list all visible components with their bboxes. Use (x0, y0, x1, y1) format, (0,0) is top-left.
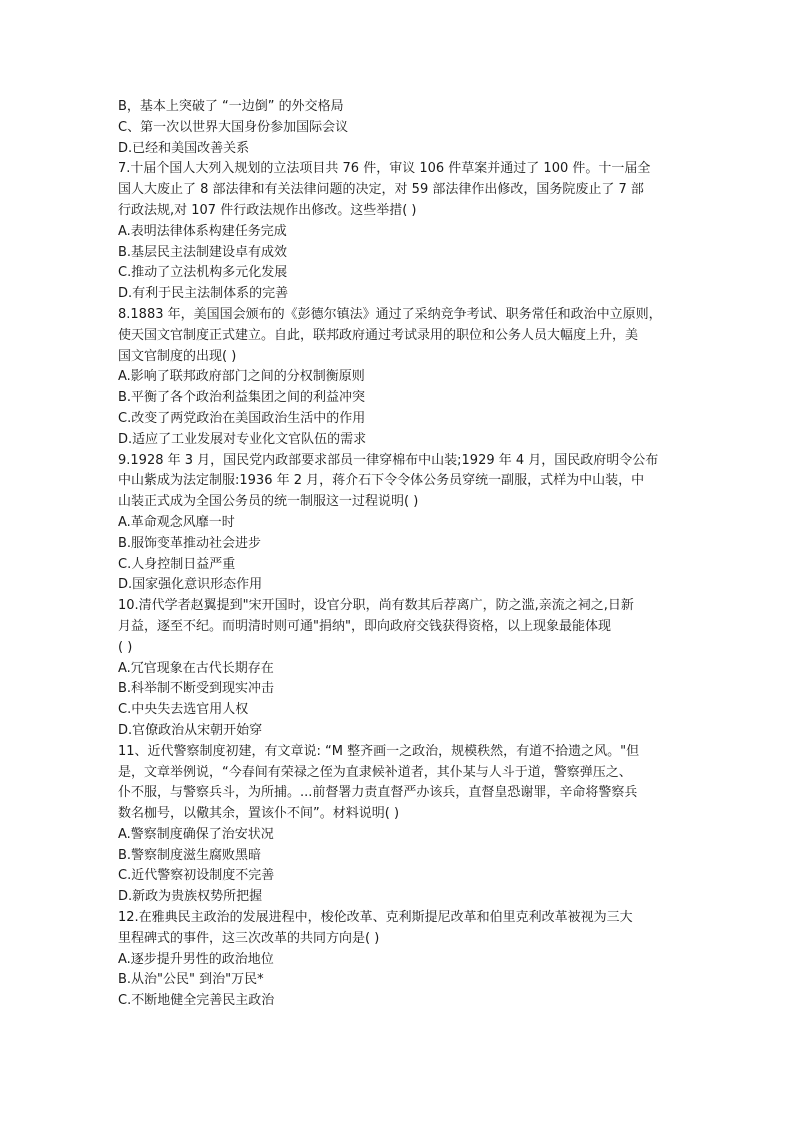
previous-question-options (118, 97, 678, 159)
question-stem: 12.在雅典民主政治的发展进程中，梭伦改革、克利斯提尼改革和伯里克利改革被视为三大 (118, 910, 633, 926)
option-d: D.国家强化意识形态作用 (118, 577, 263, 593)
question-stem: 10.清代学者赵翼提到"宋开国时，设官分职，尚有数其后荐离广，防之滥,亲流之祠之,日新 (118, 598, 634, 614)
option-a: A.警察制度确保了治安状况 (118, 826, 274, 842)
question-12 (118, 908, 678, 1012)
question-8 (118, 305, 678, 451)
question-9 (118, 451, 678, 597)
question-stem: 7.十届个国人大列入规划的立法项目共 76 件，审议 106 件草案并通过了 100 件。十一届全 (118, 161, 651, 177)
option-c: C.推动了立法机构多元化发展 (118, 265, 288, 281)
question-stem: 里程碑式的事件，这三次改革的共同方向是( ) (118, 930, 380, 946)
option-c: C.不断地健全完善民主政治 (118, 993, 275, 1009)
option-a: A.影响了联邦政府部门之间的分权制衡原则 (118, 369, 365, 385)
option-c: C.改变了两党政治在美国政治生活中的作用 (118, 410, 366, 426)
question-stem: 国文官制度的出现( ) (118, 348, 237, 364)
question-7 (118, 159, 678, 305)
question-stem: 中山紫成为法定制服:1936 年 2 月，蒋介石下令令体公务员穿统一副服，式样为中山装，中 (118, 473, 645, 489)
option-c: C.人身控制日益严重 (118, 556, 236, 572)
question-stem: 11、近代警察制度初建，有文章说: “M 整齐画一之政治，规模秩然，有道不拾遗之风。"但 (118, 743, 640, 759)
question-11 (118, 742, 678, 908)
question-stem: 9.1928 年 3 月，国民党内政部要求部员一律穿棉布中山装;1929 年 4 月，国民政府明令公布 (118, 452, 659, 468)
option-d: D.已经和美国改善关系 (118, 140, 250, 156)
exam-page (118, 97, 678, 1012)
option-a: A.冗官现象在古代长期存在 (118, 660, 274, 676)
option-d: D.适应了工业发展对专业化文官队伍的需求 (118, 431, 367, 447)
question-stem: ( ) (118, 639, 133, 655)
option-a: A.表明法律体系构建任务完成 (118, 223, 287, 239)
option-c: C.中央失去选官用人权 (118, 702, 249, 718)
question-stem: 使天国文官制度正式建立。自此，联邦政府通过考试录用的职位和公务人员大幅度上升，美 (118, 327, 639, 343)
option-b: B.平衡了各个政治利益集团之间的利益冲突 (118, 390, 366, 406)
option-b: B，基本上突破了 “一边倒” 的外交格局 (118, 99, 344, 114)
option-c: C、第一次以世界大国身份参加国际会议 (118, 119, 349, 135)
question-stem: 8.1883 年，美国国会颁布的《彭德尔镇法》通过了采纳竞争考试、职务常任和政治中立原则， (118, 306, 662, 322)
question-stem: 是，文章举例说，“今春间有荣禄之侄为直隶候补道者，其仆某与人斗于道，警察弹压之、 (118, 764, 632, 780)
option-a: A.逐步提升男性的政治地位 (118, 951, 274, 967)
question-stem: 月益，逐至不纪。而明清时则可通"捐纳"，即向政府交钱获得资格，以上现象最能体现 (118, 618, 611, 634)
option-b: B.警察制度滋生腐败黑暗 (118, 847, 262, 863)
question-stem: 山装正式成为全国公务员的统一制服这一过程说明( ) (118, 494, 419, 510)
option-d: D.新政为贵族权势所把握 (118, 889, 263, 905)
option-d: D.官僚政治从宋朝开始穿 (118, 722, 263, 738)
option-d: D.有利于民主法制体系的完善 (118, 286, 289, 302)
question-10 (118, 596, 678, 742)
option-b: B.科举制不断受到现实冲击 (118, 681, 275, 697)
option-c: C.近代警察初设制度不完善 (118, 868, 275, 884)
option-a: A.革命观念风靡一时 (118, 514, 235, 530)
question-stem: 行政法规,对 107 件行政法规作出修改。这些举措( ) (118, 202, 417, 218)
option-b: B.基层民主法制建设卓有成效 (118, 244, 288, 260)
question-stem: 国人大废止了 8 部法律和有关法律问题的决定，对 59 部法律作出修改，国务院废止了 7 部 (118, 182, 644, 198)
question-stem: 仆不服，与警察兵斗，为所捕。...前督署力责直督严办该兵，直督皇恐谢罪，辛命将警察兵 (118, 785, 638, 801)
option-b: B.从治"公民" 到治"万民* (118, 972, 264, 988)
option-b: B.服饰变革推动社会进步 (118, 535, 262, 551)
question-stem: 数名枷号，以儆其余，置该仆不间”。材料说明( ) (118, 806, 400, 822)
